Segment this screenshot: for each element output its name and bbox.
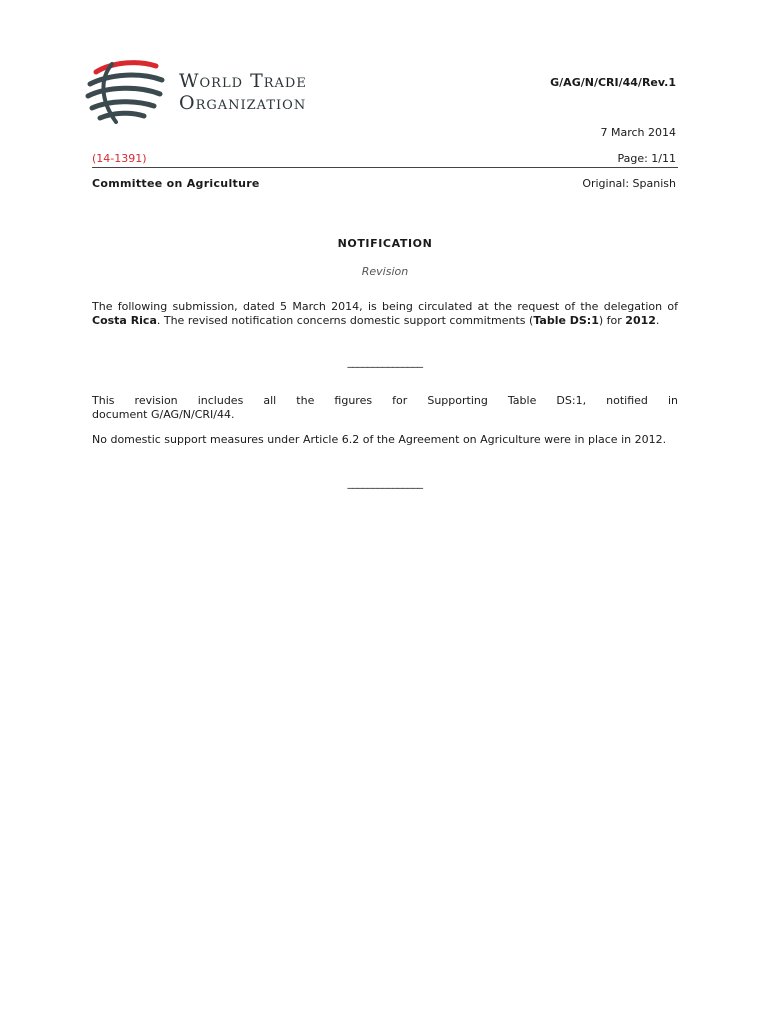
measures-note-paragraph: No domestic support measures under Article 6.2 of the Agreement on Agriculture were in place in 2012.	[92, 433, 667, 446]
country-name: Costa Rica	[92, 313, 157, 327]
separator-line-end: _______________	[347, 476, 423, 489]
revision-note-line1: This revision includes all the figures for Supporting Table DS:1, notified in	[92, 394, 678, 407]
committee-name: Committee on Agriculture	[92, 177, 260, 190]
wto-logo-icon	[82, 56, 168, 130]
page-number: Page: 1/11	[617, 152, 676, 165]
header-divider	[92, 167, 678, 168]
revision-note-paragraph	[92, 394, 678, 421]
document-reference: (14-1391)	[92, 152, 147, 165]
organization-name-line2: Organization	[179, 92, 307, 114]
revision-note-line2: document G/AG/N/CRI/44.	[92, 407, 235, 421]
intro-text-2: . The revised notification concerns domestic support commitments (	[156, 313, 534, 327]
intro-text-3: ) for	[598, 313, 626, 327]
intro-text-4: .	[655, 313, 660, 327]
organization-name-line1: World Trade	[179, 70, 307, 92]
table-name: Table DS:1	[533, 313, 599, 327]
original-language: Original: Spanish	[582, 177, 676, 190]
separator-line: _______________	[347, 355, 423, 368]
intro-text-1: The following submission, dated 5 March 2014, is being circulated at the request of the delegation of	[92, 300, 678, 313]
intro-paragraph	[92, 300, 678, 327]
notification-year: 2012	[625, 313, 656, 327]
document-date: 7 March 2014	[600, 126, 676, 139]
document-symbol: G/AG/N/CRI/44/Rev.1	[550, 76, 676, 89]
organization-name	[179, 70, 307, 114]
document-title: NOTIFICATION	[337, 237, 433, 250]
document-subtitle: Revision	[361, 265, 409, 278]
